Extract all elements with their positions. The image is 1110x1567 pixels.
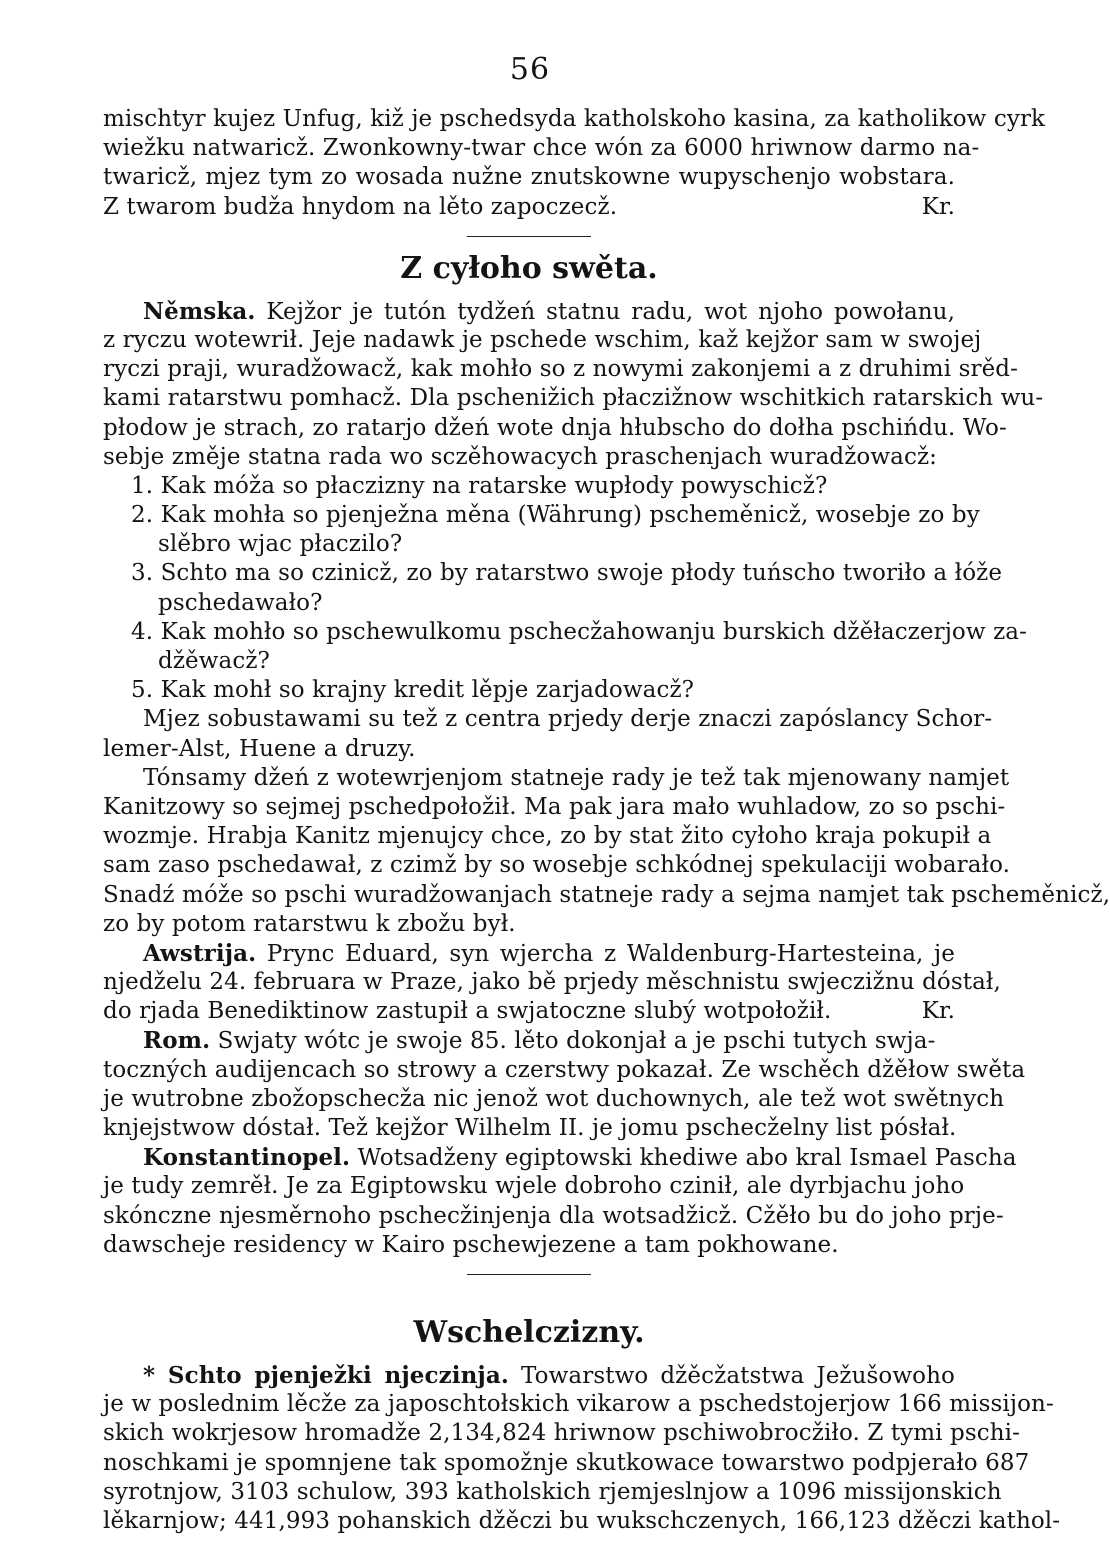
text-line-content: Swjaty wótc je swoje 85. lěto dokonjał a je pschi tutych swja- <box>217 1028 936 1055</box>
text-line: dawscheje residency w Kairo pschewjezene a tam pokhowane. <box>103 1231 839 1258</box>
spacer <box>103 1285 955 1307</box>
text-line <box>103 193 955 222</box>
text-line: džěwacž? <box>158 648 270 674</box>
question-number: 5. <box>131 677 154 704</box>
text-line <box>103 1143 1017 1172</box>
text-line: twaricž, mjez tym zo wosada nužne znutskowne wupyschenjo wobstara. <box>103 164 955 191</box>
text-line: toczných audijencach so strowy a czerstwy pokazał. Ze wschěch džěłow swěta <box>103 1056 1026 1083</box>
article-awstrija <box>103 939 1001 1027</box>
text-line <box>103 997 955 1026</box>
text-line-content: Schto ma so czinicž, zo by ratarstwo swoje płody tuńscho tworiło a łóže <box>160 560 1003 587</box>
page-number: 56 <box>509 52 551 87</box>
question-number: 2. <box>131 502 154 529</box>
question-item <box>103 618 1027 647</box>
author-signature: Kr. <box>921 998 955 1025</box>
article-lead: Awstrija. <box>143 939 257 967</box>
text-line-content: Kak móža so płaczizny na ratarske wupłody powyschicž? <box>160 472 828 499</box>
text-line-content: Kejžor je tutón tydžeń statnu radu, wot njoho powołanu, <box>266 298 955 325</box>
question-item <box>103 472 955 501</box>
text-line: Tónsamy džeń z wotewrjenjom statneje rady je tež tak mjenowany namjet <box>143 764 1010 791</box>
article-lead: * Schto pjenježki njeczinja. <box>143 1361 509 1389</box>
article-misc <box>103 1361 1061 1536</box>
text-line: noschkami je spomnjene tak spomožnje skutkowace towarstwo podpjerało 687 <box>103 1449 1030 1476</box>
article-lead: Konstantinopel. <box>143 1144 351 1172</box>
article-konstantinopel <box>103 1143 1017 1260</box>
text-line: lemer-Alst, Huene a druzy. <box>103 735 416 762</box>
text-line: kami ratarstwu pomhacž. Dla pschenižich płaczižnow wschitkich ratarskich wu- <box>103 385 1044 412</box>
intro-paragraph <box>103 105 1046 222</box>
section-divider <box>467 1274 591 1275</box>
text-line: pschedawało? <box>158 589 323 616</box>
text-line-content: Wotsadženy egiptowski khediwe abo kral Ismael Pascha <box>357 1145 1017 1172</box>
text-line: wiežku natwaricž. Zwonkowny-twar chce wón za 6000 hriwnow darmo na- <box>103 135 980 162</box>
author-signature: Kr. <box>921 193 955 220</box>
question-number: 3. <box>131 560 154 587</box>
text-line: njedželu 24. februara w Praze, jako bě prjedy měschnistu swjeczižnu dóstał, <box>103 969 1001 996</box>
text-line: Snadź móže so pschi wuradžowanjach statneje rady a sejma namjet tak pscheměnicž, <box>103 881 1110 908</box>
text-line-content: Kak mohła so pjenježna měna (Währung) pscheměnicž, wosebje zo by <box>160 502 980 529</box>
text-line: syrotnjow, 3103 schulow, 393 katholskich rjemjeslnjow a 1096 missijonskich <box>103 1478 1002 1505</box>
question-item <box>103 676 955 705</box>
text-line: je tudy zemrěł. Je za Egiptowsku wjele dobroho czinił, ale dyrbjachu joho <box>103 1173 965 1200</box>
text-line-content: Z twarom budža hnydom na lěto zapoczecž. <box>103 193 618 220</box>
text-line-content: Kak mohło so pschewulkomu pschecžahowanju burskich džěłaczerjow za- <box>160 618 1027 645</box>
text-line-content: Towarstwo džěcžatstwa Ježušowoho <box>521 1362 955 1389</box>
text-line <box>103 1026 955 1055</box>
text-column <box>103 105 1110 1536</box>
text-line: mischtyr kujez Unfug, kiž je pschedsyda katholskoho kasina, za katholikow cyrk <box>103 106 1046 132</box>
text-line: z ryczu wotewrił. Jeje nadawk je pschede wschim, kaž kejžor sam w swojej <box>103 326 982 353</box>
text-line: zo by potom ratarstwu k zbožu był. <box>103 910 516 937</box>
article-lead: Němska. <box>143 297 256 325</box>
section-heading: Z cyłoho swěta. <box>400 250 658 286</box>
text-line-content: do rjada Benediktinow zastupił a swjatoczne slubý wotpołožił. <box>103 998 832 1025</box>
text-line: sebje změje statna rada wo sczěhowacych praschenjach wuradžowacž: <box>103 443 938 470</box>
text-line <box>103 1361 955 1390</box>
text-line: sam zaso pschedawał, z czimž by so wosebje schkódnej spekulaciji wobarało. <box>103 852 1011 879</box>
section-heading: Wschelczizny. <box>413 1314 645 1350</box>
question-number: 4. <box>131 618 154 645</box>
article-nemska <box>103 297 1110 939</box>
question-number: 1. <box>131 472 154 499</box>
text-line: skónczne njesměrnoho pschecžinjenja dla wotsadžicž. Cžěło bu do joho prje- <box>103 1202 1004 1229</box>
text-line-content: Prync Eduard, syn wjercha z Waldenburg-Hartesteina, je <box>266 940 955 967</box>
text-line: knjejstwow dóstał. Tež kejžor Wilhelm II. je jomu pschecželny list pósłał. <box>103 1115 957 1141</box>
text-line: ryczi praji, wuradžowacž, kak mohło so z nowymi zakonjemi a z druhimi srěd- <box>103 356 1018 383</box>
text-line: je wutrobne zbožopschecža nic jenož wot duchownych, ale tež wot swětnych <box>103 1085 1005 1112</box>
article-rom <box>103 1026 1026 1143</box>
text-line-content: Kak mohł so krajny kredit lěpje zarjadowacž? <box>160 677 695 704</box>
text-line: wozmje. Hrabja Kanitz mjenujcy chce, zo by stat žito cyłoho kraja pokupił a <box>103 823 992 850</box>
text-line: lěkarnjow; 441,993 pohanskich džěczi bu wukschczenych, 166,123 džěczi kathol- <box>103 1507 1061 1534</box>
text-line: slěbro wjac płaczilo? <box>158 531 403 558</box>
text-line: Mjez sobustawami su tež z centra prjedy derje znaczi zapóslancy Schor- <box>143 706 993 733</box>
text-line: je w poslednim lěcže za japoschtołskich vikarow a pschedstojerjow 166 missijon- <box>103 1391 1054 1418</box>
question-item <box>103 559 1003 588</box>
text-line: skich wokrjesow hromadže 2,134,824 hriwnow pschiwobrocžiło. Z tymi pschi- <box>103 1420 1020 1447</box>
section-divider <box>467 236 591 237</box>
text-line: Kanitzowy so sejmej pschedpołožił. Ma pak jara mało wuhladow, zo so pschi- <box>103 793 1006 820</box>
question-item <box>103 501 980 530</box>
text-line <box>103 297 955 326</box>
article-lead: Rom. <box>143 1027 211 1055</box>
text-line: płodow je strach, zo ratarjo džeń wote dnja hłubscho do dołha pschińdu. Wo- <box>103 414 1007 441</box>
text-line <box>103 939 955 968</box>
